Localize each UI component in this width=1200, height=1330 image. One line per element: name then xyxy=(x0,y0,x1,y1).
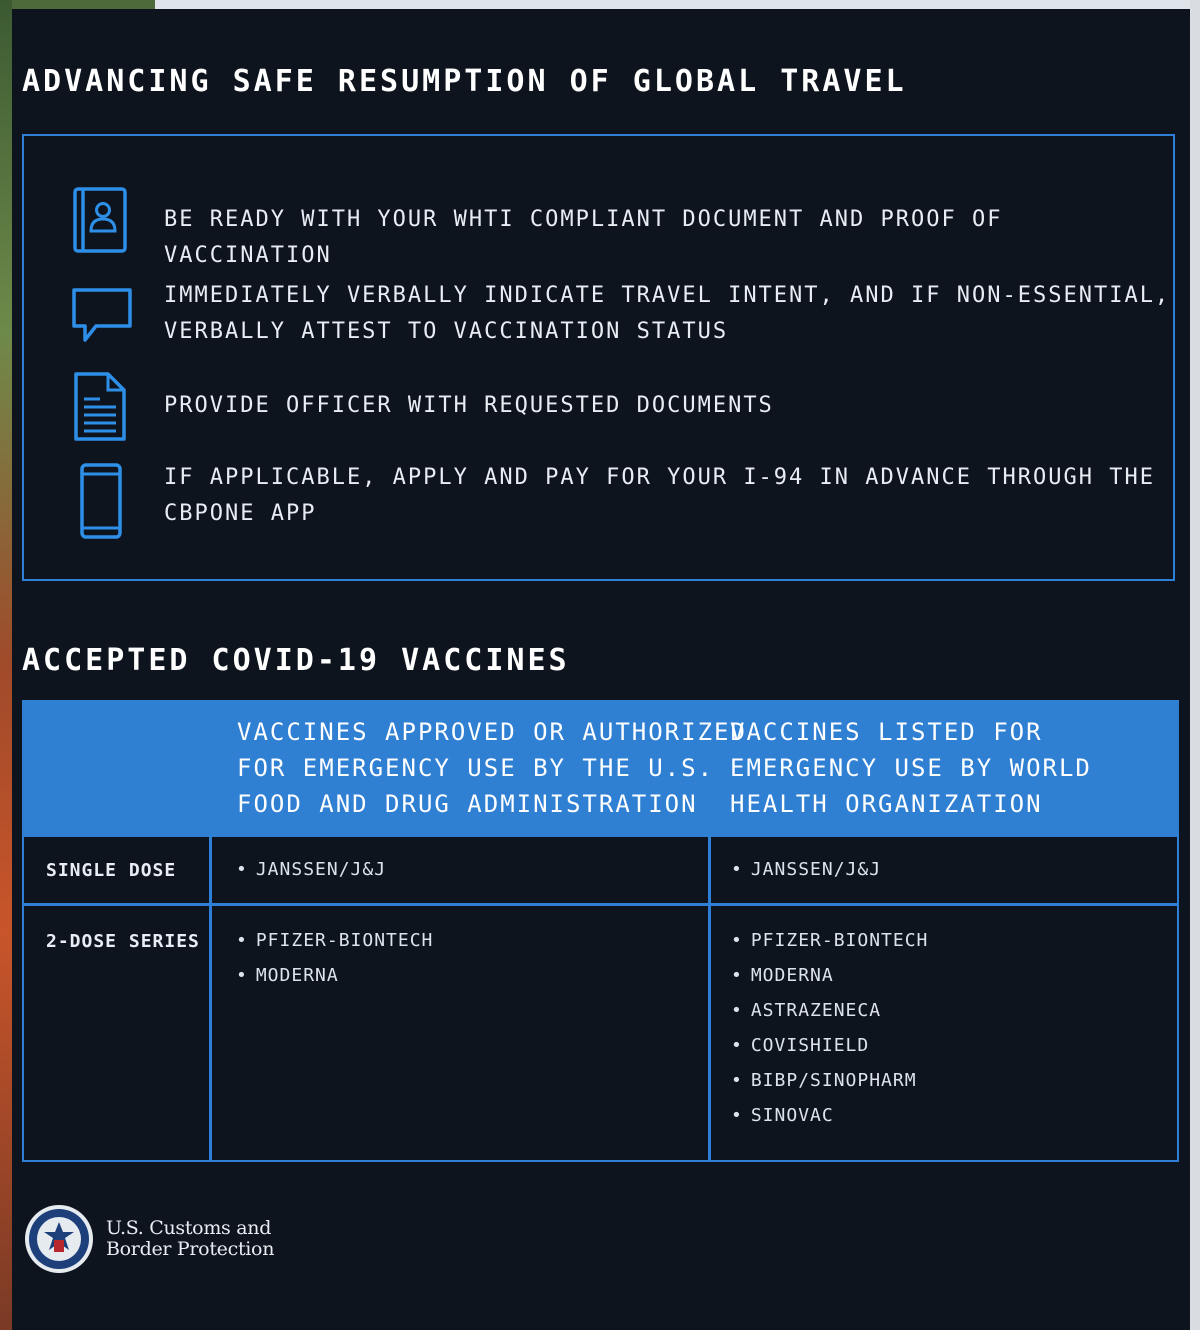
step-2-text: IMMEDIATELY VERBALLY INDICATE TRAVEL INTENT, AND IF NON-ESSENTIAL, VERBALLY ATTEST TO VACCINATION STATUS xyxy=(164,283,1171,344)
smartphone-icon xyxy=(70,462,130,544)
list-item: • BIBP/SINOPHARM xyxy=(731,1063,928,1098)
list-item: • MODERNA xyxy=(236,958,433,993)
window-right-edge xyxy=(1190,0,1200,1330)
list-item: • JANSSEN/J&J xyxy=(731,852,881,887)
who-single-dose-list xyxy=(731,852,881,887)
document-icon xyxy=(70,371,130,447)
vaccine-table-header xyxy=(22,700,1179,837)
list-item: • MODERNA xyxy=(731,958,928,993)
step-3-text: PROVIDE OFFICER WITH REQUESTED DOCUMENTS xyxy=(164,393,774,418)
travel-steps-box xyxy=(22,134,1175,581)
window-top-edge-photo xyxy=(0,0,155,9)
agency-name: U.S. Customs and Border Protection xyxy=(106,1217,275,1260)
row-label-single-dose: SINGLE DOSE xyxy=(46,860,177,881)
row-label-two-dose: 2-DOSE SERIES xyxy=(46,931,200,952)
step-4-text: IF APPLICABLE, APPLY AND PAY FOR YOUR I-94 IN ADVANCE THROUGH THE CBPONE APP xyxy=(164,465,1155,526)
vaccine-table xyxy=(22,700,1179,1162)
vaccine-table-body xyxy=(22,837,1179,1162)
window-top-edge xyxy=(0,0,1200,9)
list-item: • ASTRAZENECA xyxy=(731,993,928,1028)
list-item: • JANSSEN/J&J xyxy=(236,852,386,887)
background-photo-edge xyxy=(0,0,12,1330)
who-two-dose-list xyxy=(731,923,928,1133)
row-divider xyxy=(24,903,1179,906)
column-divider xyxy=(708,837,711,1160)
list-item: • COVISHIELD xyxy=(731,1028,928,1063)
fda-two-dose-list xyxy=(236,923,433,993)
column-divider xyxy=(209,837,212,1160)
id-card-icon xyxy=(70,186,130,258)
list-item: • SINOVAC xyxy=(731,1098,928,1133)
travel-heading: ADVANCING SAFE RESUMPTION OF GLOBAL TRAVEL xyxy=(22,64,907,99)
vaccines-heading: ACCEPTED COVID-19 VACCINES xyxy=(22,643,570,678)
header-fda: VACCINES APPROVED OR AUTHORIZED FOR EMERGENCY USE BY THE U.S. FOOD AND DRUG ADMINISTRATION xyxy=(237,718,747,818)
list-item: • PFIZER-BIONTECH xyxy=(731,923,928,958)
cbp-seal-icon xyxy=(24,1204,94,1274)
step-1-text: BE READY WITH YOUR WHTI COMPLIANT DOCUMENT AND PROOF OF VACCINATION xyxy=(164,207,1003,268)
list-item: • PFIZER-BIONTECH xyxy=(236,923,433,958)
header-who: VACCINES LISTED FOR EMERGENCY USE BY WORLD HEALTH ORGANIZATION xyxy=(730,718,1092,818)
speech-bubble-icon xyxy=(70,286,134,350)
fda-single-dose-list xyxy=(236,852,386,887)
